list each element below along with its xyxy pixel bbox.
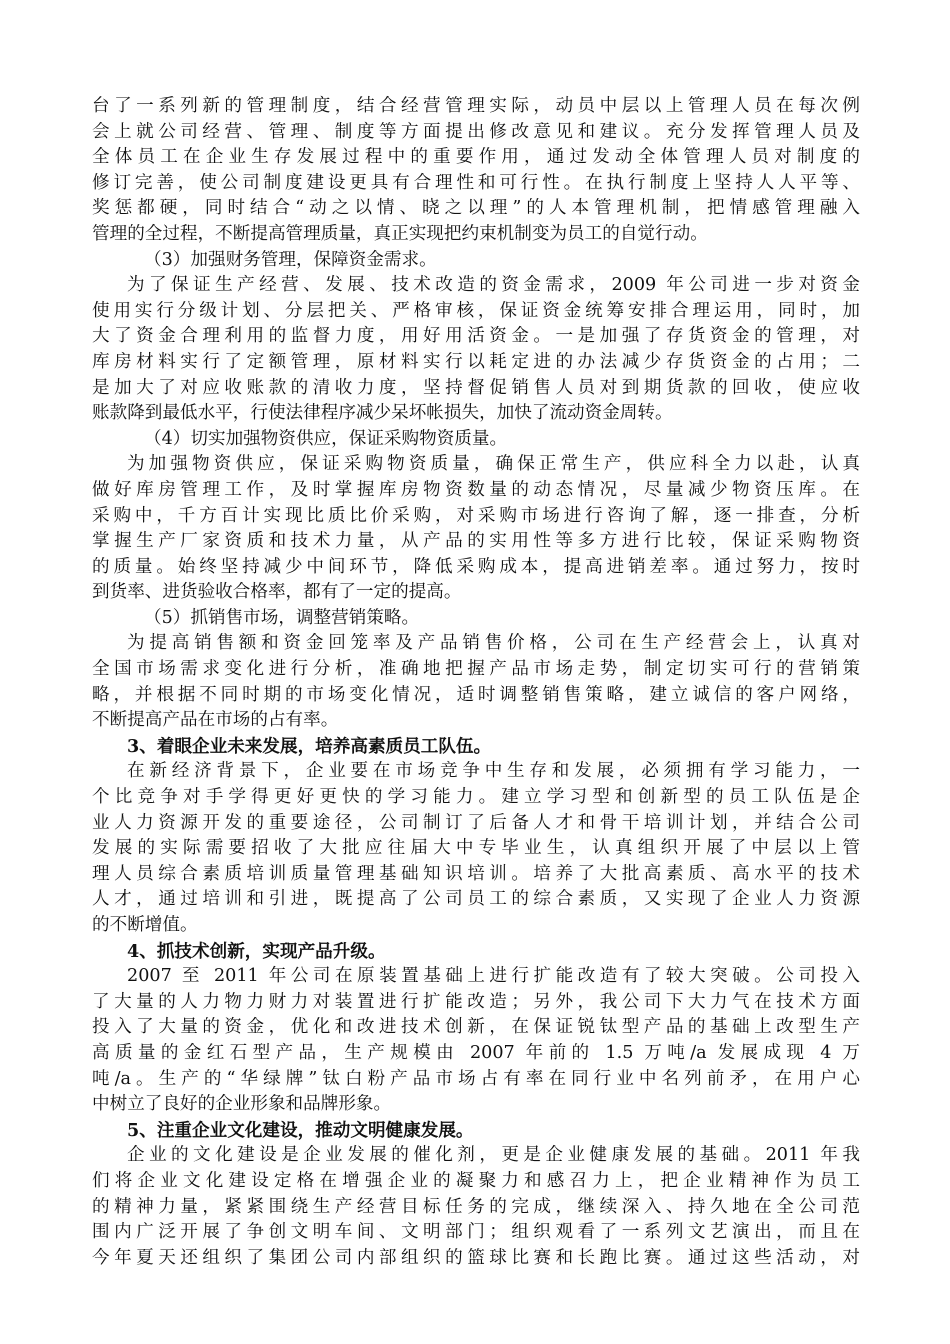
body-paragraph (92, 631, 860, 733)
text-line: （5）抓销售市场，调整营销策略。 (144, 607, 420, 628)
text-line: 使用实行分级计划、分层把关、严格审核，保证资金统筹安排合理运用，同时，加 (92, 300, 860, 321)
text-line: 库房材料实行了定额管理，原材料实行以耗定进的办法减少存货资金的占用；二 (92, 351, 860, 372)
text-line: （4）切实加强物资供应，保证采购物资质量。 (144, 428, 508, 449)
text-line: 在新经济背景下，企业要在市场竞争中生存和发展，必须拥有学习能力，一 (127, 761, 860, 782)
text-line: 不断提高产品在市场的占有率。 (92, 710, 339, 731)
section-heading (92, 248, 860, 274)
text-line: 们将企业文化建设定格在增强企业的凝聚力和感召力上，把企业精神作为员工 (92, 1170, 860, 1191)
text-line: 是加大了对应收账款的清收力度，坚持督促销售人员对到期货款的回收，使应收 (92, 377, 860, 398)
text-line: 奖惩都硬，同时结合“动之以情、晓之以理”的人本管理机制，把情感管理融入 (92, 198, 860, 219)
body-paragraph (92, 759, 860, 938)
text-line: 的质量。始终坚持减少中间环节，降低采购成本，提高进销差率。通过努力，按时 (92, 556, 860, 577)
text-line: 2007 至 2011 年公司在原装置基础上进行扩能改造有了较大突破。公司投入 (127, 966, 860, 987)
text-line: 全国市场需求变化进行分析，准确地把握产品市场走势，制定切实可行的营销策 (92, 659, 860, 680)
text-line: 中树立了良好的企业形象和品牌形象。 (92, 1094, 392, 1115)
body-paragraph (92, 94, 860, 248)
text-line: 采购中，千方百计实现比质比价采购，对采购市场进行咨询了解，逐一排查，分析 (92, 505, 860, 526)
text-line: 管理的全过程，不断提高管理质量，真正实现把约束机制变为员工的自觉行动。 (92, 223, 708, 244)
text-line: 高质量的金红石型产品，生产规模由 2007 年前的 1.5 万吨/a 发展成现 4 万 (92, 1042, 860, 1063)
text-line: 人才，通过培训和引进，既提高了公司员工的综合素质，又实现了企业人力资源 (92, 889, 860, 910)
body-paragraph (92, 452, 860, 606)
text-line: 今年夏天还组织了集团公司内部组织的篮球比赛和长跑比赛。通过这些活动，对 (92, 1247, 860, 1268)
text-line: 为提高销售额和资金回笼率及产品销售价格，公司在生产经营会上，认真对 (127, 633, 860, 654)
text-line: 到货率、进货验收合格率，都有了一定的提高。 (92, 582, 462, 603)
section-heading (92, 1118, 860, 1144)
text-line: 4、抓技术创新，实现产品升级。 (127, 940, 386, 962)
section-heading (92, 427, 860, 453)
text-line: 个比竞争对手学得更好更快的学习能力。建立学习型和创新型的员工队伍是企 (92, 787, 860, 808)
text-line: 围内广泛开展了争创文明车间、文明部门；组织观看了一系列文艺演出，而且在 (92, 1222, 860, 1243)
text-line: 的精神力量，紧紧围绕生产经营目标任务的完成，继续深入、持久地在全公司范 (92, 1196, 860, 1217)
text-line: 了大量的人力物力财力对装置进行扩能改造；另外，我公司下大力气在技术方面 (92, 991, 860, 1012)
text-line: 大了资金合理利用的监督力度，用好用活资金。一是加强了存货资金的管理，对 (92, 326, 860, 347)
body-paragraph (92, 273, 860, 427)
text-line: 投入了大量的资金，优化和改进技术创新，在保证锐钛型产品的基础上改型生产 (92, 1017, 860, 1038)
text-line: 掌握生产厂家资质和技术力量，从产品的实用性等多方进行比较，保证采购物资 (92, 531, 860, 552)
text-line: 为了保证生产经营、发展、技术改造的资金需求，2009 年公司进一步对资金 (127, 275, 860, 296)
text-line: 业人力资源开发的重要途径，公司制订了后备人才和骨干培训计划，并结合公司 (92, 812, 860, 833)
section-heading (92, 734, 860, 760)
text-line: 做好库房管理工作，及时掌握库房物资数量的动态情况，尽量减少物资压库。在 (92, 479, 860, 500)
body-paragraph (92, 964, 860, 1118)
document-page (92, 94, 860, 1271)
section-heading (92, 606, 860, 632)
text-line: 发展的实际需要招收了大批应往届大中专毕业生，认真组织开展了中层以上管 (92, 838, 860, 859)
text-line: 台了一系列新的管理制度，结合经营管理实际，动员中层以上管理人员在每次例 (92, 96, 860, 116)
text-line: 理人员综合素质培训质量管理基础知识培训。培养了大批高素质、高水平的技术 (92, 863, 860, 884)
text-line: 5、注重企业文化建设，推动文明健康发展。 (127, 1119, 474, 1141)
text-line: 会上就公司经营、管理、制度等方面提出修改意见和建议。充分发挥管理人员及 (92, 121, 860, 142)
text-line: 修订完善，使公司制度建设更具有合理性和可行性。在执行制度上坚持人人平等、 (92, 172, 860, 193)
text-line: 略，并根据不同时期的市场变化情况，适时调整销售策略，建立诚信的客户网络， (92, 684, 860, 705)
text-line: 的不断增值。 (92, 915, 198, 935)
text-line: 为加强物资供应，保证采购物资质量，确保正常生产，供应科全力以赴，认真 (127, 454, 860, 475)
text-line: 账款降到最低水平，行使法律程序减少呆坏帐损失，加快了流动资金周转。 (92, 403, 673, 424)
section-heading (92, 939, 860, 965)
text-line: 企业的文化建设是企业发展的催化剂，更是企业健康发展的基础。2011 年我 (127, 1145, 860, 1166)
text-line: 3、着眼企业未来发展，培养高素质员工队伍。 (127, 735, 492, 757)
text-line: 吨/a。生产的“华绿牌”钛白粉产品市场占有率在同行业中名列前矛，在用户心 (92, 1068, 860, 1089)
text-line: （3）加强财务管理，保障资金需求。 (144, 249, 437, 270)
text-line: 全体员工在企业生存发展过程中的重要作用，通过发动全体管理人员对制度的 (92, 147, 860, 168)
body-paragraph (92, 1143, 860, 1271)
